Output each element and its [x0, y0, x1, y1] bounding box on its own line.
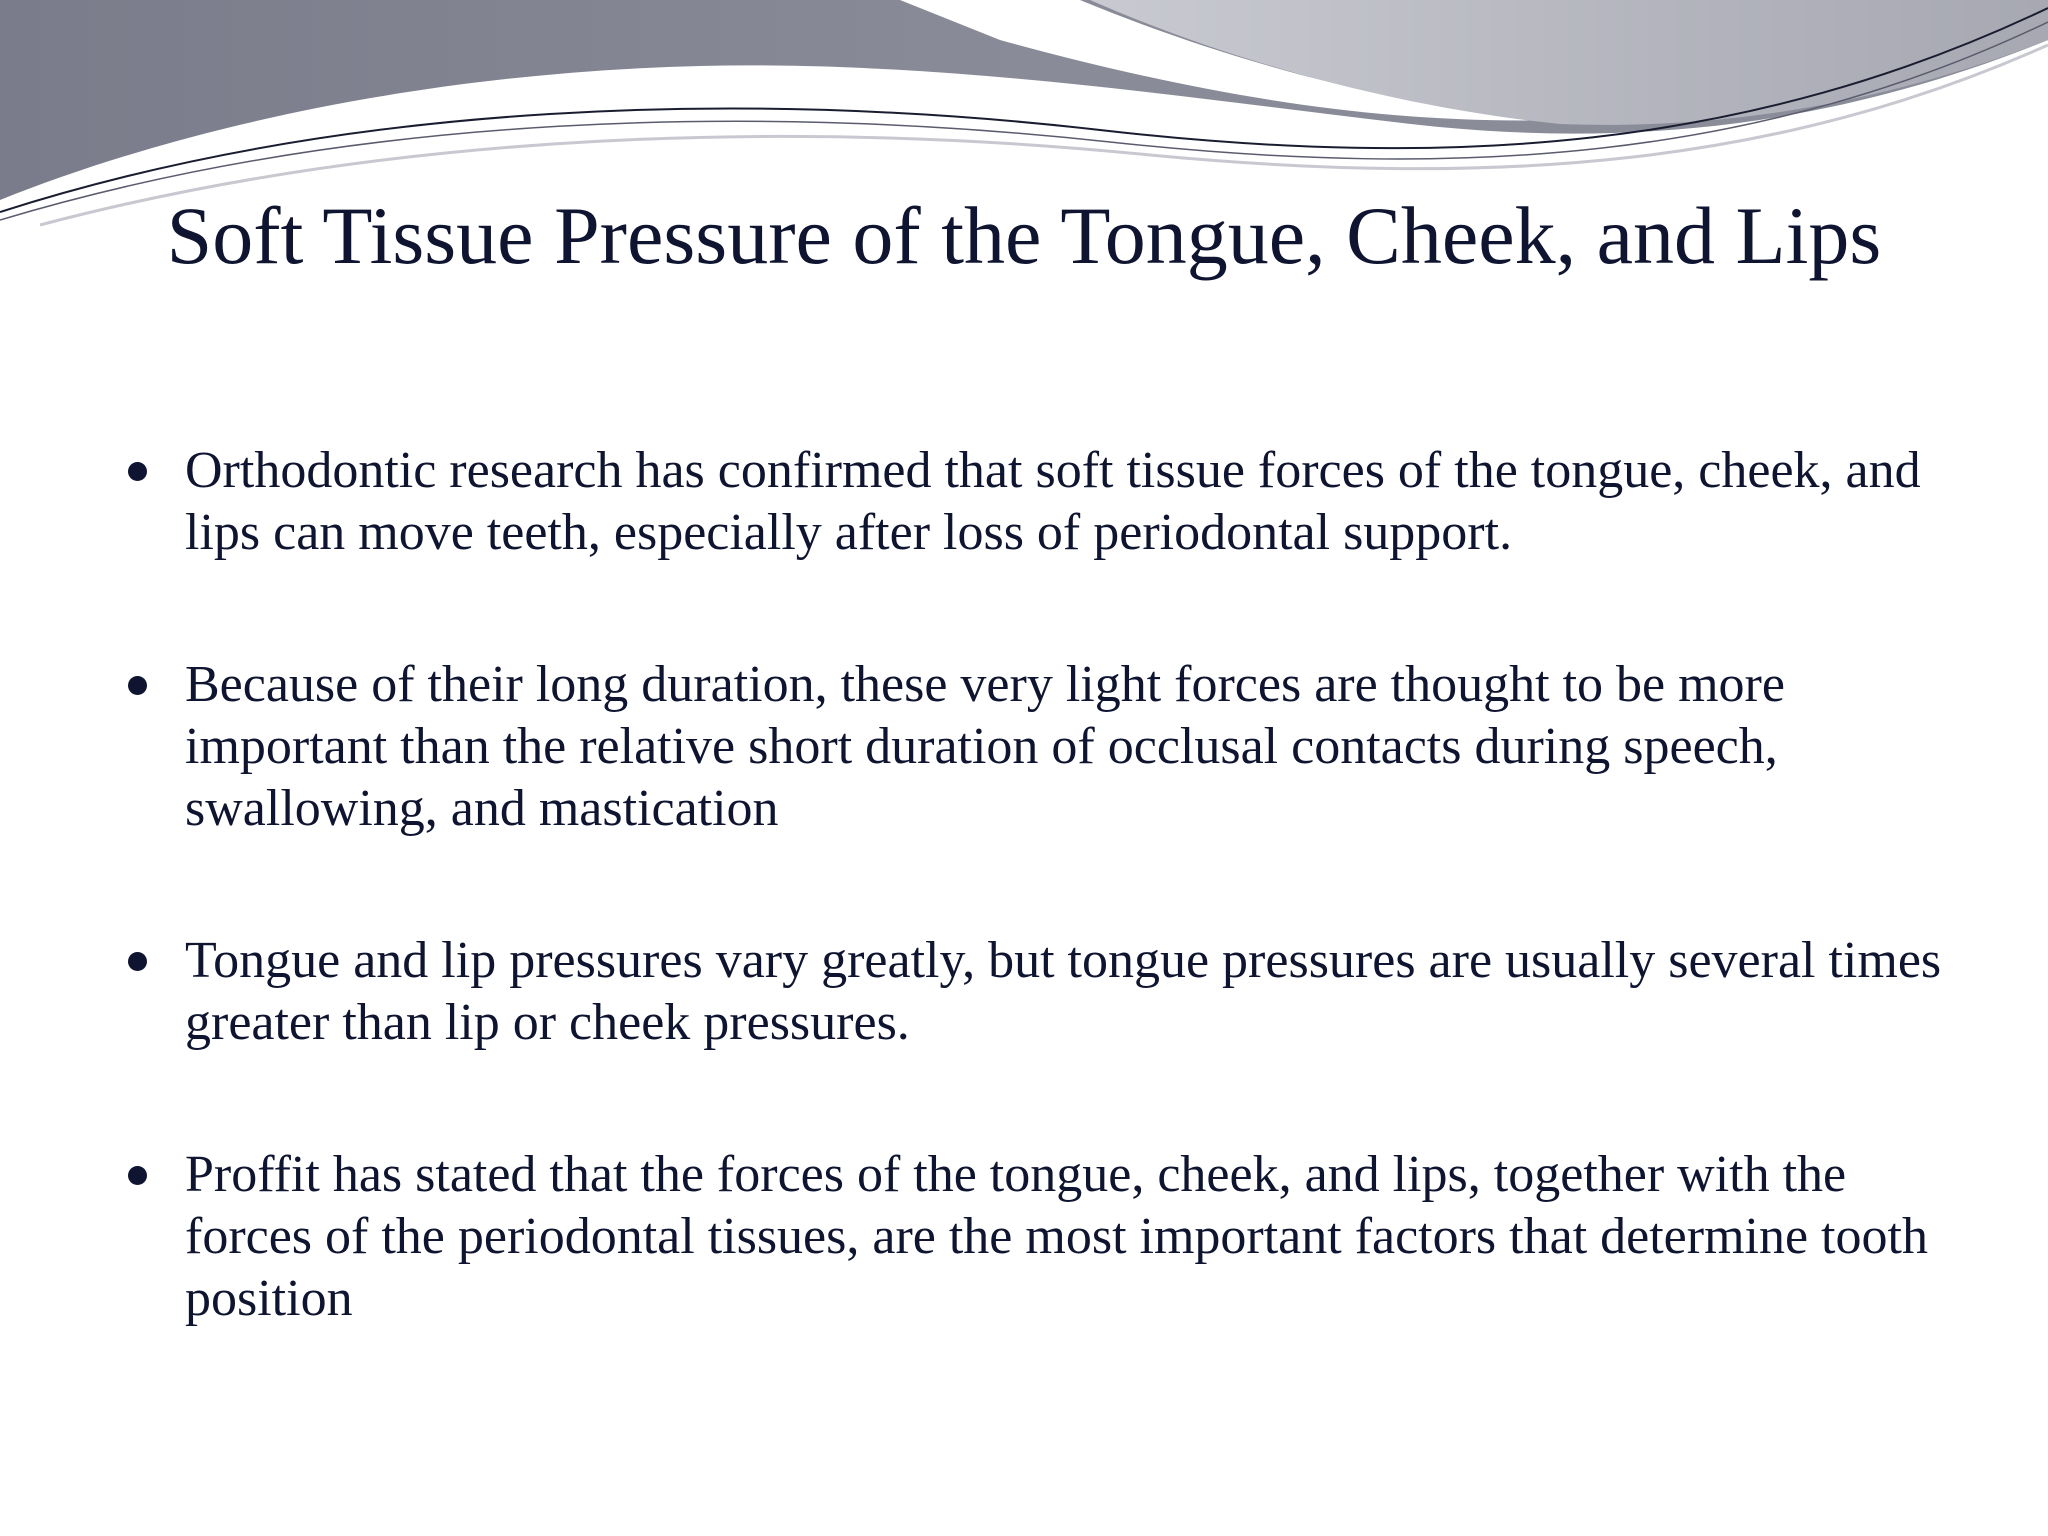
bullet-dot-icon	[128, 952, 147, 971]
slide-title: Soft Tissue Pressure of the Tongue, Cheek, and Lips	[166, 190, 1882, 281]
bullet-text: Because of their long duration, these very light forces are thought to be more important than the relative short duration of occlusal contacts during speech, swallowing, and mastication	[185, 656, 1785, 837]
bullet-dot-icon	[128, 676, 147, 695]
bullet-dot-icon	[128, 462, 147, 481]
bullet-item	[120, 1144, 1950, 1330]
bullet-text: Orthodontic research has confirmed that soft tissue forces of the tongue, cheek, and lips can move teeth, especially after loss of periodontal support.	[185, 442, 1921, 561]
bullet-item	[120, 930, 1950, 1054]
bullet-item	[120, 654, 1950, 840]
bullet-item	[120, 440, 1950, 564]
bullet-text: Proffit has stated that the forces of the tongue, cheek, and lips, together with the forces of the periodontal tissues, are the most important factors that determine tooth position	[185, 1146, 1928, 1327]
bullet-list	[120, 440, 1950, 1420]
bullet-dot-icon	[128, 1166, 147, 1185]
bullet-text: Tongue and lip pressures vary greatly, but tongue pressures are usually several times greater than lip or cheek pressures.	[185, 932, 1942, 1051]
